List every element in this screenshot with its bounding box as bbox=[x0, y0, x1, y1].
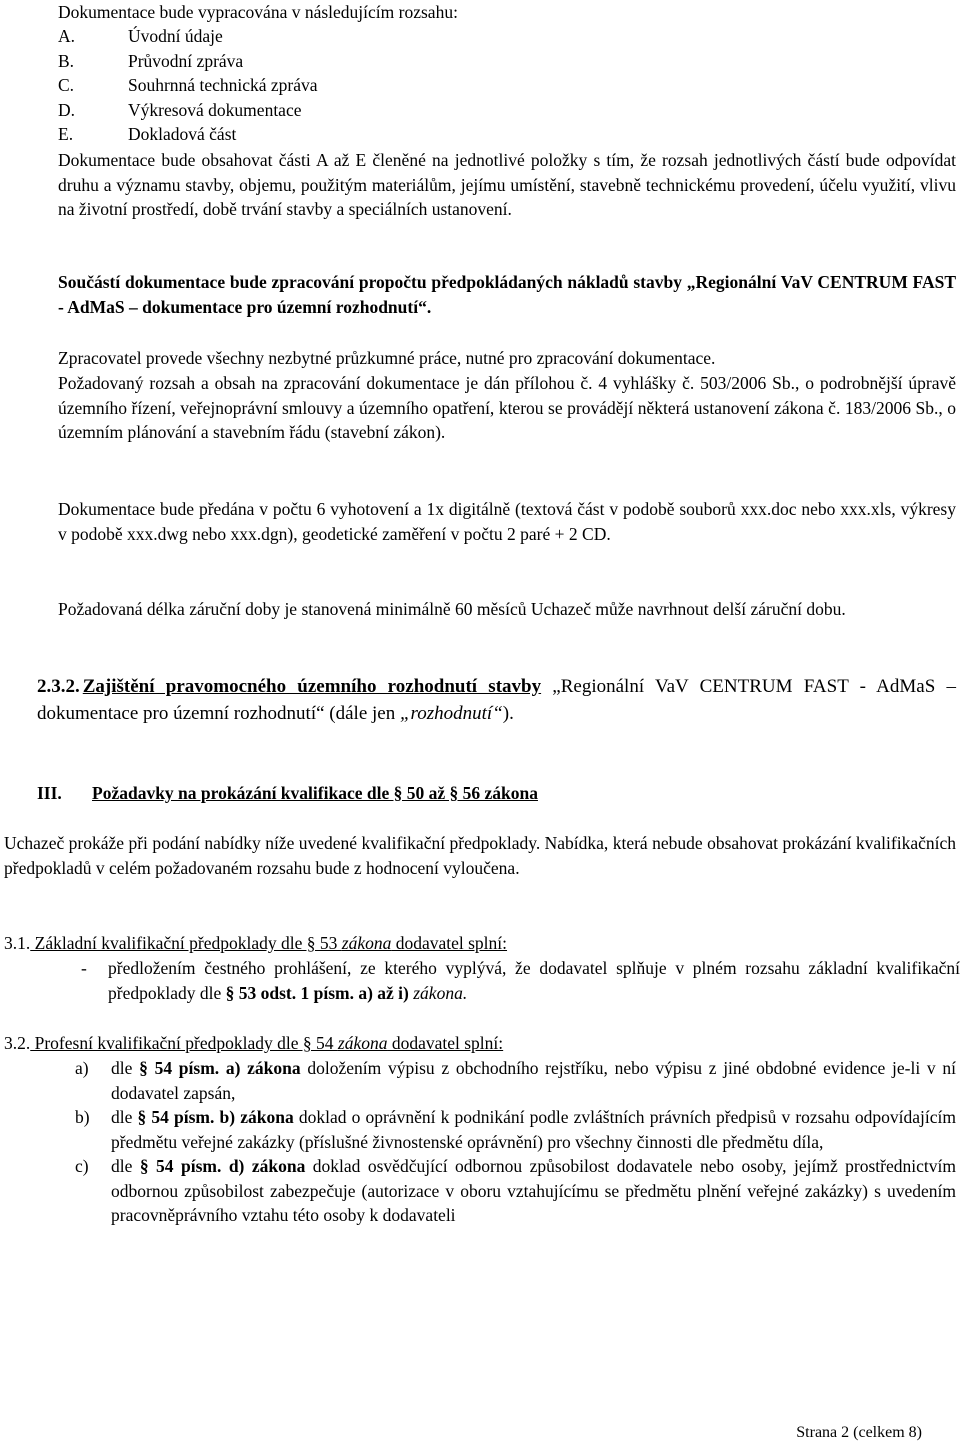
section-III-text: Uchazeč prokáže při podání nabídky níže uvedené kvalifikační předpoklady. Nabídka, která nebude obsahovat prokázání kvalifikačních předpokladů v celém požadovaném rozsahu bude z hodnocení vyloučena. bbox=[4, 833, 956, 878]
list-item: C. Souhrnná technická zpráva bbox=[58, 75, 318, 95]
budget-paragraph: Součástí dokumentace bude zpracování propočtu předpokládaných nákladů stavby „Regionální VaV CENTRUM FAST - AdMaS – dokumentace pro územní rozhodnutí“. bbox=[58, 272, 956, 317]
list-item: a) dle § 54 písm. a) zákona doložením výpisu z obchodního rejstříku, nebo výpisu z jiné obdobné evidence je-li v ní dodavatel zapsán, bbox=[75, 1058, 957, 1103]
section-number: III. bbox=[37, 783, 62, 803]
section-number: 2.3.2. bbox=[37, 676, 80, 697]
page-footer: Strana 2 (celkem 8) bbox=[796, 1424, 922, 1441]
list-item: B. Průvodní zpráva bbox=[58, 50, 244, 71]
list-item: E. Dokladová část bbox=[58, 124, 237, 144]
scope-paragraph: Dokumentace bude obsahovat části A až E členěné na jednotlivé položky s tím, že rozsah jednotlivých částí bude odpovídat druhu a významu stavby, objemu, použitým materiálům, jejímu umístění, stavebně technickému provedení, účelu využití, vlivu na životní prostředí, době trvání stavby a speciálních ustanovení. bbox=[58, 150, 956, 219]
list-item: b) dle § 54 písm. b) zákona doklad o oprávnění k podnikání podle zvláštních právních předpisů v rozsahu odpovídajícím předmětu veřejné zakázky (příslušné živnostenské oprávnění) pro všechny činnosti dle předmětu díla, bbox=[75, 1107, 956, 1152]
list-item: D. Výkresová dokumentace bbox=[58, 99, 302, 120]
list-item: - předložením čestného prohlášení, ze kterého vyplývá, že dodavatel splňuje v plném rozsahu základní kvalifikační předpoklady dle § 53 odst. 1 písm. a) až i) zákona. bbox=[81, 958, 960, 1003]
warranty-paragraph: Požadovaná délka záruční doby je stanovená minimálně 60 měsíců Uchazeč může navrhnout delší záruční dobu. bbox=[58, 599, 846, 619]
intro-lead: Dokumentace bude vypracována v následujícím rozsahu: bbox=[58, 2, 458, 22]
section-232: 2.3.2. Zajištění pravomocného územního rozhodnutí stavby „Regionální VaV CENTRUM FAST - AdMaS – dokumentace pro územní rozhodnutí“ (dále jen „rozhodnutí“). bbox=[37, 676, 957, 724]
content-requirements: Požadovaný rozsah a obsah na zpracování dokumentace je dán přílohou č. 4 vyhlášky č. 503/2006 Sb., o podrobnější úpravě územního řízení, veřejnoprávní smlouvy a územního opatření, kterou se provádějí některá ustanovení zákona č. 183/2006 Sb., o územním plánování a stavebním řádu (stavební zákon). bbox=[58, 373, 956, 442]
handover-paragraph: Dokumentace bude předána v počtu 6 vyhotovení a 1x digitálně (textová část v podobě souborů xxx.doc nebo xxx.xls, výkresy v podobě xxx.dwg nebo xxx.dgn), geodetické zaměření v počtu 2 paré + 2 CD. bbox=[58, 499, 956, 544]
section-32-heading: 3.2. Profesní kvalifikační předpoklady dle § 54 zákona dodavatel splní: bbox=[4, 1033, 504, 1053]
section-III-heading bbox=[37, 781, 956, 806]
list-item: c) dle § 54 písm. d) zákona doklad osvědčující odbornou způsobilost dodavatele nebo osoby, jejímž prostřednictvím odbornou způsobilost zabezpečuje (autorizace v oboru vztahujícímu se předmětu plnění veřejné zakázky) s uvedením pracovněprávního vztahu této osoby k dodavateli bbox=[75, 1156, 956, 1225]
surveys-paragraph: Zpracovatel provede všechny nezbytné průzkumné práce, nutné pro zpracování dokumentace. bbox=[58, 348, 716, 368]
section-title: Požadavky na prokázání kvalifikace dle § 50 až § 56 zákona bbox=[92, 783, 538, 803]
section-title: Zajištění pravomocného územního rozhodnutí stavby bbox=[82, 676, 542, 697]
document-page bbox=[4, 0, 960, 1225]
profession-list bbox=[75, 1056, 956, 1228]
parts-list bbox=[58, 24, 956, 147]
list-item: A. Úvodní údaje bbox=[58, 26, 223, 46]
section-31-heading: 3.1. Základní kvalifikační předpoklady dle § 53 zákona dodavatel splní: bbox=[4, 933, 508, 953]
